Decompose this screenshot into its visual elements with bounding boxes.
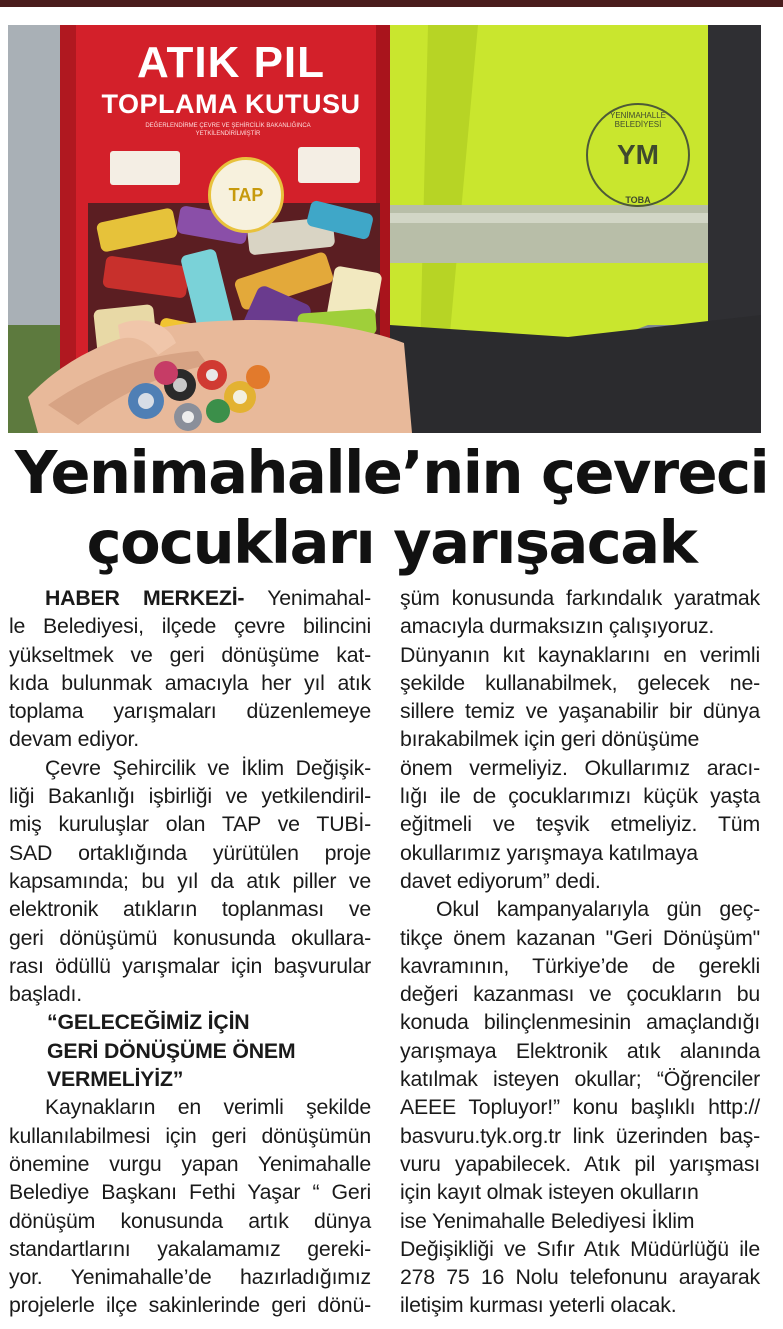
article-text-line: şekilde kullanabilmek, gelecek ne- [400,670,760,695]
article-text-line: iletişim kurması yeterli olacak. [400,1293,677,1318]
article-text-line: Çevre Şehircilik ve İklim Değişik- [45,755,371,780]
article-text: Yenimahal- [244,586,371,610]
article-text-line: devam ediyor. [9,727,139,752]
article-text-line: önemine vurgu yapan Yenimahalle [9,1151,371,1176]
article-text-line: 278 75 16 Nolu telefonunu arayarak [400,1265,760,1290]
article-text-line: miş kuruluşlar olan TAP ve TUBİ- [9,812,371,837]
subheading-line: VERMELİYİZ” [47,1067,184,1092]
article-column-left [9,584,371,1320]
article-text-line: kavramının, Türkiye’de de gerekli [400,953,760,978]
article-text-line: başladı. [9,982,82,1007]
top-border-bar [0,0,783,7]
article-text-line: yor. Yenimahalle’de hazırladığımız [9,1265,371,1290]
article-text-line: vuru yapabilecek. Atık pil yarışması [400,1151,760,1176]
article-headline [0,438,783,578]
article-text-line: kapsamında; bu yıl da atık piller ve [9,868,371,893]
article-text-line: yarışmaya Elektronik atık alanında [400,1038,760,1063]
article-text-line: Kaynakların en verimli şekilde [45,1095,371,1120]
article-text-line: değeri kazanması ve çocukların bu [400,982,760,1007]
article-text-line: eğitmeli ve teşvik etmeliyiz. Tüm [400,812,760,837]
article-text-line: tikçe önem kazanan "Geri Dönüşüm" [400,925,760,950]
municipality-seal-logo: YM [586,103,690,207]
article-text-line: geri dönüşümü konusunda okullara- [9,925,371,950]
article-text-line [9,584,371,612]
article-column-right [400,584,760,1320]
article-text-line: dönüşüm konusunda artık dünya [9,1208,371,1233]
article-text-line: Değişikliği ve Sıfır Atık Müdürlüğü ile [400,1236,760,1261]
article-text-line: rası ödüllü yarışmalar için başvurular [9,953,371,978]
article-text-line: basvuru.tyk.org.tr link üzerinden baş- [400,1123,760,1148]
article-text-line: Belediye Başkanı Fethi Yaşar “ Geri [9,1180,371,1205]
article-text-line: liği Bakanlığı işbirliği ve yetkilendiril- [9,784,371,809]
article-text-line: okullarımız yarışmaya katılmaya [400,840,698,865]
article-text-line: yükseltmek ve geri dönüşüme kat- [9,642,371,667]
article-text-line: SAD ortaklığında yürütülen proje [9,840,371,865]
article-text-line: amacıyla durmaksızın çalışıyoruz. [400,614,715,639]
subheading-line: “GELECEĞİMİZ İÇİN [47,1010,250,1035]
box-title-line1: ATIK PIL [136,38,326,87]
article-text-line: sillere temiz ve yaşanabilir bir dünya [400,699,760,724]
article-text-line: önem vermeliyiz. Okullarımız aracı- [400,755,760,780]
article-text-line: bırakabilmek için geri dönüşüme [400,727,700,752]
article-text-line: AEEE Topluyor!” konu başlıklı http:// [400,1095,760,1120]
article-text-line: standartlarını yakalamamız gereki- [9,1236,371,1261]
article-text-line: toplama yarışmaları düzenlemeye [9,699,371,724]
article-text-line: katılmak isteyen okullar; “Öğrenciler [400,1067,760,1092]
seal-text-top: YENİMAHALLE BELEDİYESİ [609,111,667,129]
article-text-line: Okul kampanyalarıyla gün geç- [436,897,760,922]
dateline-lead: HABER MERKEZİ- [45,586,245,610]
headline-line1: Yenimahalle’nin çevreci [14,438,769,507]
article-photo [8,25,761,433]
article-text-line: davet ediyorum” dedi. [400,868,601,893]
article-text-line: projelerle ilçe sakinlerinde geri dönü- [9,1293,371,1318]
box-title-line2: TOPLAMA KUTUSU [101,89,361,119]
tap-logo: TAP [208,157,284,233]
article-text-line: şüm konusunda farkındalık yaratmak [400,586,760,610]
article-text-line: kıda bulunmak amacıyla her yıl atık [9,670,371,695]
article-text-line: konuda bilinçlenmesinin amaçlandığı [400,1010,760,1035]
collection-box-title [70,38,392,119]
article-text-line: lığı ile de çocuklarımızı küçük yaşta [400,784,760,809]
article-text-line: ise Yenimahalle Belediyesi İklim [400,1208,695,1233]
article-text-line: kullanılabilmesi için geri dönüşümün [9,1123,371,1148]
article-text-line: le Belediyesi, ilçede çevre bilincini [9,614,371,639]
subheading-line: GERİ DÖNÜŞÜME ÖNEM [47,1038,296,1063]
headline-line2: çocukları yarışacak [86,508,697,577]
article-text-line: Dünyanın kıt kaynaklarını en verimli [400,642,760,667]
article-text-line: elektronik atıkların toplanması ve [9,897,371,922]
seal-text-bottom: TOBA [625,195,651,205]
article-text-line: için kayıt olmak isteyen okulların [400,1180,699,1205]
box-subtitle: DEĞERLENDİRME ÇEVRE VE ŞEHİRCİLİK BAKANLIĞINCA YETKİLENDİRİLMİŞTİR [145,123,311,138]
